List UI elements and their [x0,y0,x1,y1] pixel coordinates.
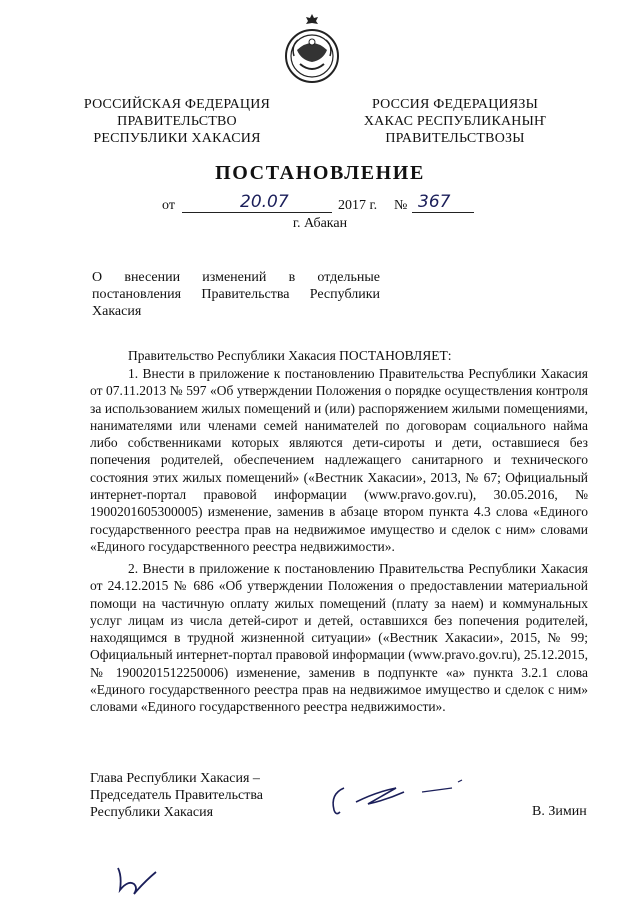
header-left [72,96,282,147]
header-left-line: РЕСПУБЛИКИ ХАКАСИЯ [93,131,261,146]
signatory-line: Председатель Правительства [90,788,263,803]
body-paragraph-1: 1. Внести в приложение к постановлению Правительства Республики Хакасия от 07.11.2013 № 597 «Об утверждении Положения о порядке осуществления контроля за использованием жилых помещений и (или) распоряжением жилыми помещениями, нанимателями или членами семей нанимателей по договорам социального найма либо собственниками которых являются дети-сироты и дети, оставшиеся без попечения родителей, обеспечением надлежащего санитарного и технического состояния этих жилых помещений» («Вестник Хакасии», 2013, № 67; Официальный интернет-портал правовой информации (www.pravo.gov.ru), 30.05.2016, № 1900201605300005) изменение, заменив в абзаце втором пункта 4.3 слова «Единого государственного реестра прав на недвижимое имущество и сделок с ним» словами «Единого государственного реестра недвижимости». [90,366,588,554]
subject-line: Хакасия [92,304,142,319]
body-paragraph-2: 2. Внести в приложение к постановлению Правительства Республики Хакасия от 24.12.2015 № 686 «Об утверждении Положения о предоставлении материальной помощи на частичную оплату жилых помещений (плату за наем) и коммунальных услуг лицам из числа детей-сирот и детей, оставшихся без попечения родителей, находящимся в трудной жизненной ситуации» («Вестник Хакасии», 2015, № 99; Официальный интернет-портал правовой информации (www.pravo.gov.ru), 25.12.2015, № 1900201512250006) изменение, заменив в подпункте «а» пункта 3.2.1 слова «Единого государственного реестра прав на недвижимое имущество и сделок с ним» словами «Единого государственного реестра недвижимости». [90,561,588,715]
signatory-name: В. Зимин [532,804,587,819]
year-label: 2017 г. [338,198,378,213]
date-prefix: от [162,198,175,213]
handwritten-signature [326,778,476,820]
document-title: ПОСТАНОВЛЕНИЕ [215,162,425,184]
coat-of-arms-icon [284,12,340,86]
header-left-line: ПРАВИТЕЛЬСТВО [117,114,237,129]
header-right-line: РОССИЯ ФЕДЕРАЦИЯЗЫ [371,97,539,112]
header-right-line: ПРАВИТЕЛЬСТВОЗЫ [385,131,525,146]
header-right [350,96,560,147]
signatory-line: Глава Республики Хакасия – [90,771,260,786]
signatory-line: Республики Хакасия [90,805,214,820]
header-right-line: ХАКАС РЕСПУБЛИКАНЫҤ [363,114,547,129]
subject-line: О внесении изменений в отдельные [92,270,380,285]
handwritten-date: 20.07 [240,192,289,212]
number-underline [412,212,474,213]
signatory-title [90,770,263,821]
date-number-line [162,192,502,218]
city-label: г. Абакан [292,216,348,231]
body-intro: Правительство Республики Хакасия ПОСТАНОВЛЯЕТ: [128,348,452,363]
number-sign: № [394,198,408,213]
date-underline [182,212,332,213]
header-left-line: РОССИЙСКАЯ ФЕДЕРАЦИЯ [83,97,271,112]
subject-heading [92,269,380,320]
handwritten-number: 367 [418,192,451,212]
handwritten-initial [112,860,162,900]
subject-line: постановления Правительства Республики [92,287,380,302]
